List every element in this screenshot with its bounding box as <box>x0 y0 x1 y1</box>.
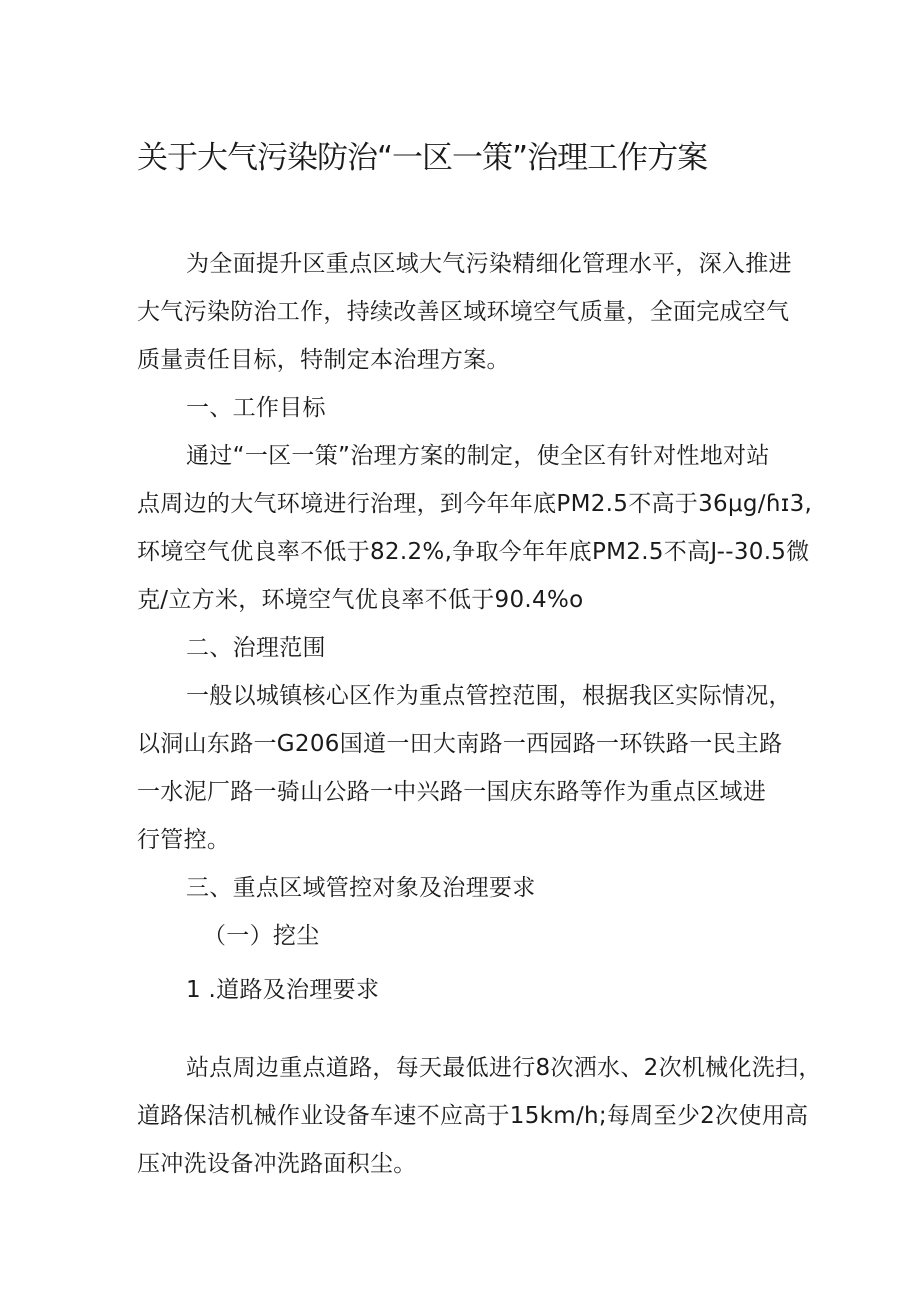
intro-line-2: 大气污染防治工作，持续改善区域环境空气质量，全面完成空气 <box>137 299 790 325</box>
section1-line-1: 通过“一区一策”治理方案的制定，使全区有针对性地对站 <box>186 443 770 469</box>
item1-line-3: 压冲洗设备冲洗路面积尘。 <box>137 1151 417 1177</box>
intro-line-3: 质量责任目标，特制定本治理方案。 <box>137 347 510 373</box>
item1-heading: 1 .道路及治理要求 <box>186 977 380 1003</box>
section2-line-4: 行管控。 <box>137 827 231 853</box>
section3-heading: 三、重点区域管控对象及治理要求 <box>186 875 536 901</box>
section1-heading: 一、工作目标 <box>186 395 326 421</box>
item1-line-1: 站点周边重点道路，每天最低进行8次洒水、2次机械化洗扫， <box>186 1055 822 1081</box>
document-title: 关于大气污染防治“一区一策”治理工作方案 <box>137 140 708 176</box>
item1-line-2: 道路保洁机械作业设备车速不应高于15km∕h;每周至少2次使用高 <box>137 1103 809 1129</box>
section2-line-3: 一水泥厂路一骑山公路一中兴路一国庆东路等作为重点区域进 <box>137 779 767 805</box>
section1-line-3: 环境空气优良率不低于82.2%,争取今年年底PM2.5不高J--30.5微 <box>137 539 810 565</box>
intro-line-1: 为全面提升区重点区域大气污染精细化管理水平，深入推进 <box>186 251 792 277</box>
section1-line-2: 点周边的大气环境进行治理，到今年年底PM2.5不高于36μg∕ɦɪ3, <box>137 491 813 517</box>
section2-line-1: 一般以城镇核心区作为重点管控范围，根据我区实际情况， <box>186 683 792 709</box>
section1-line-4: 克/立方米，环境空气优良率不低于90.4%o <box>137 587 584 613</box>
subsection1-heading: （一）挖尘 <box>203 923 320 949</box>
section2-heading: 二、治理范围 <box>186 635 326 661</box>
section2-line-2: 以洞山东路一G206国道一田大南路一西园路一环铁路一民主路 <box>137 731 783 757</box>
